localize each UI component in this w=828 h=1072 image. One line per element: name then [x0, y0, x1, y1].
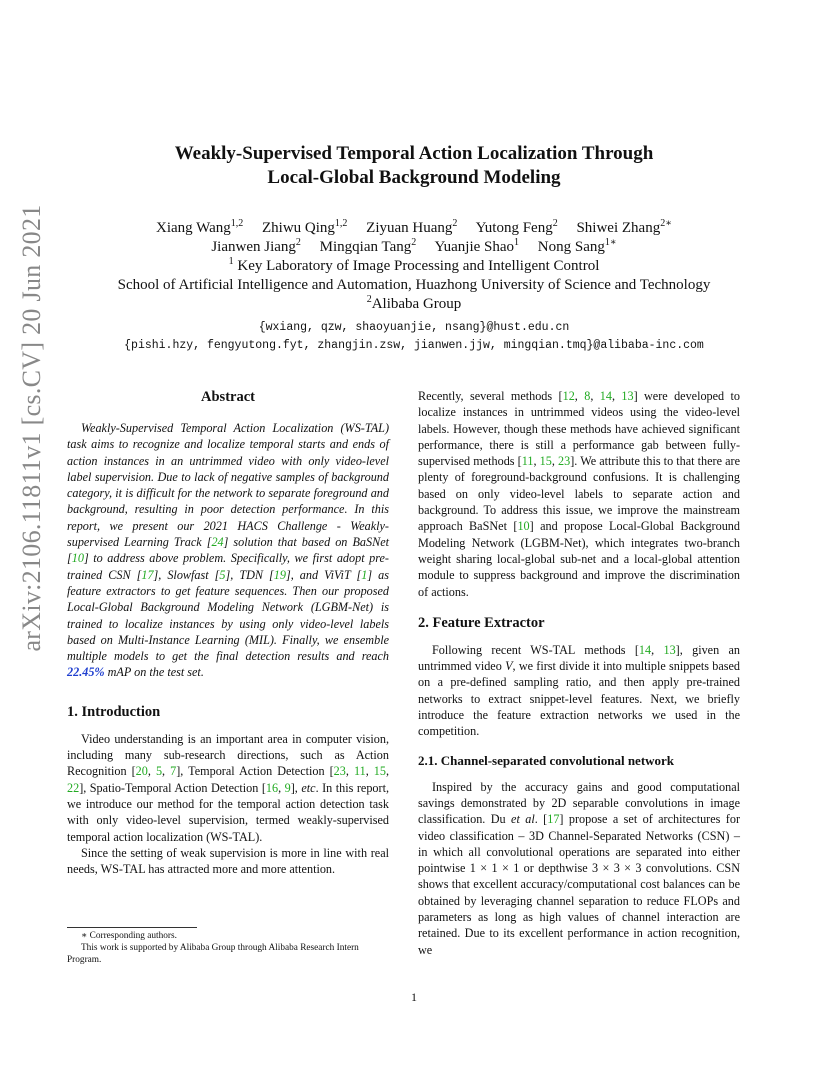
abstract-text: Weakly-Supervised Temporal Action Localization (WS-TAL) task aims to recognize and localize temporal starts and ends of action instances in an untrimmed video with only video-level label supervision. Due to lack of negative samples of background category, it is difficult for the network to separate foreground and background, resulting in poor detection performance. In this report, we present our 2021 HACS Challenge - Weakly-supervised Learning Track [24] solution that based on BaSNet [10] to address above problem. Specifically, we first adopt pre-trained CSN [17], Slowfast [5], TDN [19], and ViViT [1] as feature extractors to get feature sequences. Then our proposed Local-Global Background Modeling Network (LGBM-Net) is trained to localize instances by using only video-level labels based on Multi-Instance Learning (MIL). Finally, we ensemble multiple models to get the final detection results and reach 22.45% mAP on the test set.: [67, 421, 390, 680]
author-affiliation: 1,2: [230, 218, 244, 229]
citation-link[interactable]: 16: [265, 780, 279, 795]
email-line-1: {wxiang, qzw, shaoyuanjie, nsang}@hust.edu.cn: [258, 321, 570, 334]
author-affiliation: 1,2: [334, 218, 348, 229]
right-paragraph-3: Inspired by the accuracy gains and good computational savings demonstrated by 2D separable convolutions in image classification. Du et al. [17] propose a set of architectures for video classification – 3D Channel-Separated Networks (CSN) – in which all convolutional operations are separated into either pointwise 1 × 1 × 1 or depthwise 3 × 3 × 3 convolutions. CSN shows that excellent accuracy/computational cost balances can be obtained by leveraging channel separation to reduce FLOPs and parameters as long as high values of channel interaction are retained. Due to its excellent performance in action recognition, we: [418, 779, 741, 957]
citation-link[interactable]: 17: [547, 812, 560, 827]
author-affiliation: 2: [411, 237, 417, 248]
citation-link[interactable]: 19: [273, 567, 286, 582]
introduction-heading: 1. Introduction: [67, 703, 161, 720]
citation-link[interactable]: 10: [71, 551, 84, 566]
citation-link[interactable]: 5: [219, 567, 226, 582]
author-affiliation: 2: [295, 237, 301, 248]
footnote-rule: [67, 927, 197, 928]
affiliation-text: Alibaba Group: [371, 296, 462, 312]
affiliation-number: 2: [366, 294, 372, 305]
affiliation-1: [0, 257, 828, 276]
authors-line-2: [0, 238, 828, 257]
citation-link[interactable]: 9: [284, 780, 291, 795]
author-name: Ziyuan Huang: [366, 220, 453, 236]
right-paragraph-2: Following recent WS-TAL methods [14, 13], given an untrimmed video V, we first divide it into multiple snippets based on a pre-defined sampling ratio, and then apply pre-trained networks to extract snippet-level features. Next, we briefly introduce the feature extraction networks we used in the competition.: [418, 642, 741, 739]
footnote-support: This work is supported by Alibaba Group through Alibaba Research Intern Program.: [67, 943, 359, 965]
feature-extractor-heading: 2. Feature Extractor: [418, 614, 545, 631]
affiliation-2: [0, 295, 828, 314]
abstract-heading: Abstract: [201, 389, 255, 405]
citation-link[interactable]: 12: [562, 389, 575, 403]
footnotes: [67, 930, 389, 966]
citation-link[interactable]: 23: [333, 764, 346, 779]
intro-paragraph-2: Since the setting of weak supervision is more in line with real needs, WS-TAL has attracted more and more attention.: [67, 845, 389, 877]
author-name: Xiang Wang: [155, 220, 231, 236]
author-affiliation: 2: [552, 218, 558, 229]
csn-heading: 2.1. Channel-separated convolutional network: [418, 752, 675, 768]
authors-line-1: [0, 219, 828, 238]
citation-link[interactable]: 17: [141, 567, 154, 582]
title-line-2: Local-Global Background Modeling: [267, 167, 561, 188]
citation-link[interactable]: 15: [373, 764, 386, 779]
author-affiliation: 1: [514, 237, 520, 248]
citation-link[interactable]: 10: [517, 519, 530, 534]
author-name: Yuanjie Shao: [434, 239, 515, 255]
citation-link[interactable]: 13: [663, 642, 676, 657]
citation-link[interactable]: 5: [155, 764, 163, 779]
email-line-2: {pishi.hzy, fengyutong.fyt, zhangjin.zsw, jianwen.jjw, mingqian.tmq}@alibaba-inc.com: [124, 339, 704, 352]
page-number: 1: [411, 990, 417, 1004]
affiliation-number: 1: [228, 256, 234, 267]
citation-link[interactable]: 24: [211, 535, 224, 550]
author-name: Mingqian Tang: [319, 239, 412, 255]
affiliation-text: Key Laboratory of Image Processing and Intelligent Control: [233, 258, 600, 274]
author-name: Shiwei Zhang: [576, 220, 661, 236]
right-paragraph-1: Recently, several methods [12, 8, 14, 13] were developed to localize instances in untrimmed videos using the video-level labels. However, though these methods have achieved significant performance, there is still a performance gab between fully-supervised methods [11, 15, 23]. We attribute this to that there are plenty of foreground-background confusions. It is challenging based on only video-level labels to separate action and background. To address this issue, we improve the mainstream approach BaSNet [10] and propose Local-Global Background Modeling Network (LGBM-Net), which integrates two-branch weight sharing local-global sub-net and a local-global attention module to suppress background and improve the discrimination of actions.: [418, 389, 741, 599]
arxiv-identifier: arXiv:2106.11811v1 [cs.CV] 20 Jun 2021: [17, 204, 46, 652]
citation-link[interactable]: 1: [361, 567, 368, 582]
citation-link[interactable]: 20: [135, 764, 148, 779]
citation-link[interactable]: 14: [599, 389, 612, 403]
footnote-corresponding: ∗ Corresponding authors.: [81, 931, 177, 941]
author-name: Nong Sang: [537, 239, 605, 255]
affiliation-1b: School of Artificial Intelligence and Automation, Huazhong University of Science and Technology: [117, 277, 711, 293]
paper-title: [0, 142, 828, 190]
citation-link[interactable]: 11: [353, 764, 366, 779]
map-highlight: 22.45%: [67, 665, 105, 680]
author-affiliation: 1∗: [604, 237, 617, 248]
author-name: Yutong Feng: [475, 220, 553, 236]
citation-link[interactable]: 23: [558, 454, 571, 469]
author-affiliation: 2: [452, 218, 458, 229]
author-name: Zhiwu Qing: [262, 220, 335, 236]
author-name: Jianwen Jiang: [211, 239, 296, 255]
intro-paragraph-1: Video understanding is an important area in computer vision, including many sub-research directions, such as Action Recognition [20, 5, 7], Temporal Action Detection [23, 11, 15, 22], Spatio-Temporal Action Detection [16, 9], etc. In this report, we introduce our method for the temporal action detection task with only video-level supervision, termed weakly-supervised temporal action localization (WS-TAL).: [67, 731, 390, 844]
citation-link[interactable]: 14: [638, 642, 652, 657]
citation-link[interactable]: 7: [170, 764, 177, 779]
citation-link[interactable]: 15: [539, 454, 552, 469]
citation-link[interactable]: 13: [621, 389, 634, 403]
author-affiliation: 2∗: [660, 218, 672, 229]
citation-link[interactable]: 8: [584, 389, 591, 403]
title-line-1: Weakly-Supervised Temporal Action Localization Through: [174, 143, 654, 164]
left-column: [67, 388, 389, 877]
citation-link[interactable]: 11: [521, 454, 534, 469]
citation-link[interactable]: 22: [67, 780, 80, 795]
right-column: [418, 388, 740, 958]
